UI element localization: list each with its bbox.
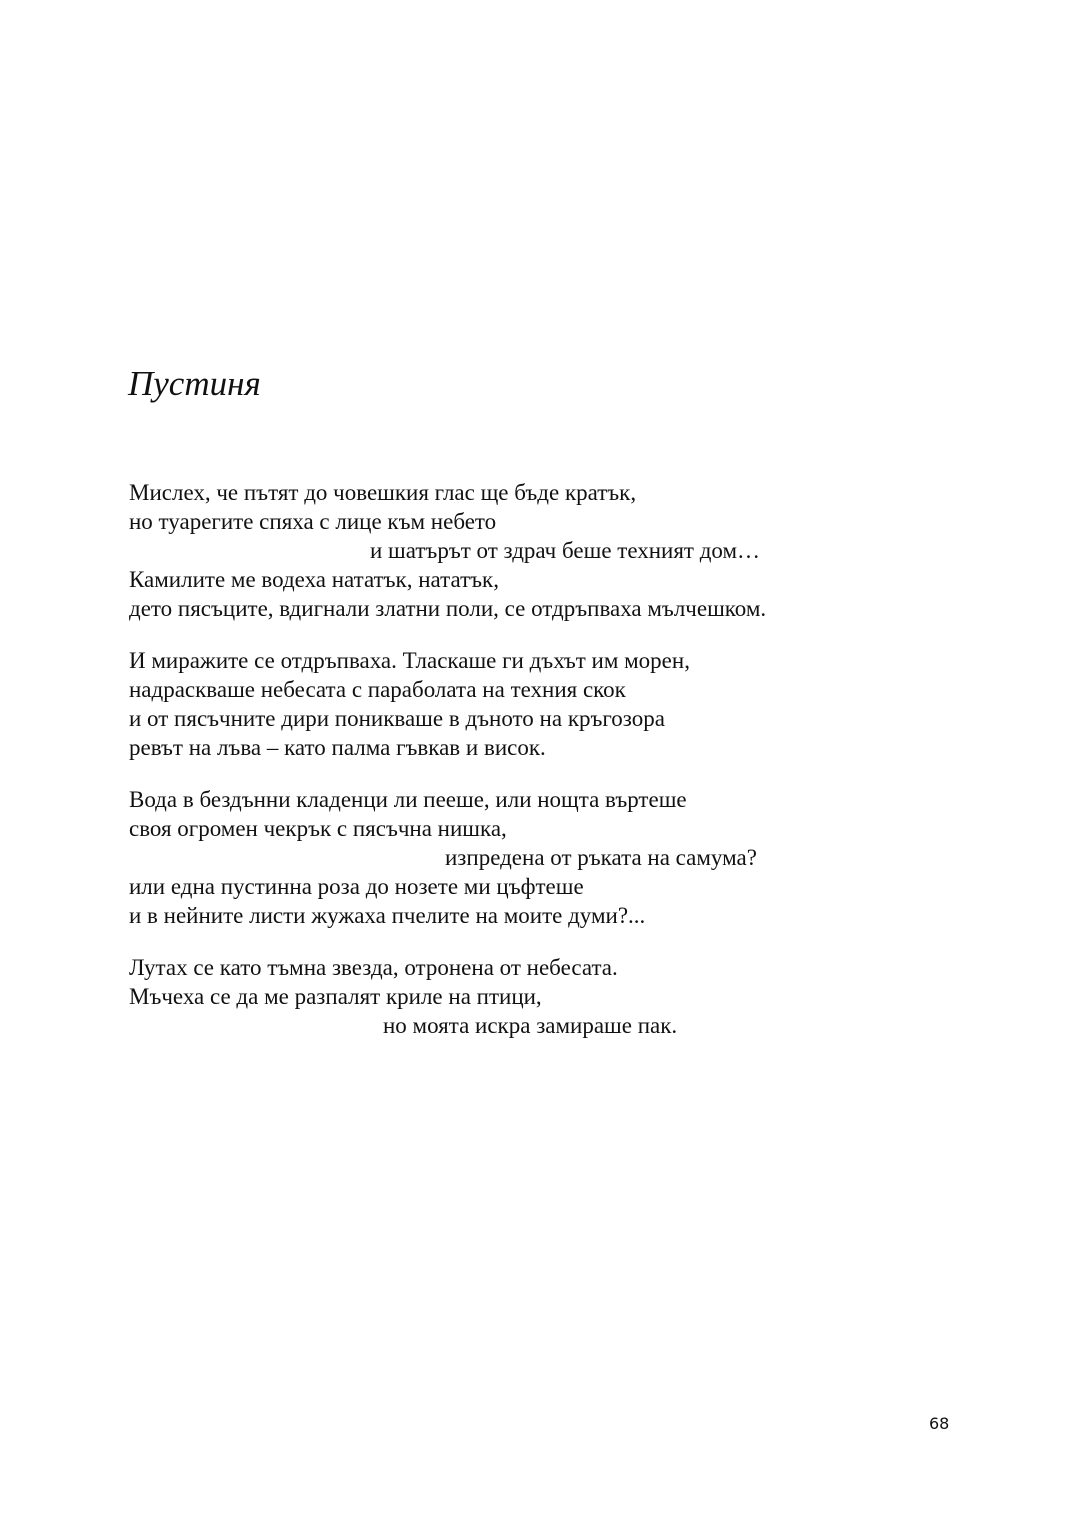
poem-line: своя огромен чекрък с пясъчна нишка, — [129, 816, 507, 841]
poem-line: и в нейните листи жужаха пчелите на моите думи?... — [129, 903, 646, 928]
poem-title: Пустиня — [128, 364, 261, 403]
poem-line: дето пясъците, вдигнали златни поли, се отдръпваха мълчешком. — [129, 596, 767, 621]
poem-line: или една пустинна роза до нозете ми цъфтеше — [129, 874, 584, 899]
poem-line-indented: но моята искра замираше пак. — [383, 1013, 678, 1038]
poem-line: и от пясъчните дири поникваше в дъното на кръгозора — [129, 706, 665, 731]
poem-line: Вода в бездънни кладенци ли пееше, или нощта въртеше — [129, 787, 687, 812]
page-number: 68 — [929, 1414, 950, 1433]
poem-line: Мъчеха се да ме разпалят криле на птици, — [129, 984, 542, 1009]
poem-line: но туарегите спяха с лице към небето — [129, 509, 497, 534]
poem-line: Лутах се като тъмна звезда, отронена от небесата. — [129, 955, 618, 980]
poem-line: надраскваше небесата с параболата на техния скок — [129, 677, 626, 702]
poem-line: Камилите ме водеха нататък, нататък, — [129, 567, 499, 592]
poem-line: ревът на лъва – като палма гъвкав и висок. — [129, 735, 546, 760]
stanza-3 — [129, 785, 1009, 930]
poem-line: И миражите се отдръпваха. Тласкаше ги дъхът им морен, — [129, 648, 690, 673]
poem-line: Мислех, че пътят до човешкия глас ще бъде кратък, — [129, 480, 637, 505]
poem-body — [129, 478, 1009, 1063]
poem-line-indented: изпредена от ръката на самума? — [445, 845, 757, 870]
stanza-4 — [129, 953, 1009, 1040]
poem-line-indented: и шатърът от здрач беше техният дом… — [370, 538, 761, 563]
stanza-1 — [129, 478, 1009, 623]
stanza-2 — [129, 646, 1009, 762]
